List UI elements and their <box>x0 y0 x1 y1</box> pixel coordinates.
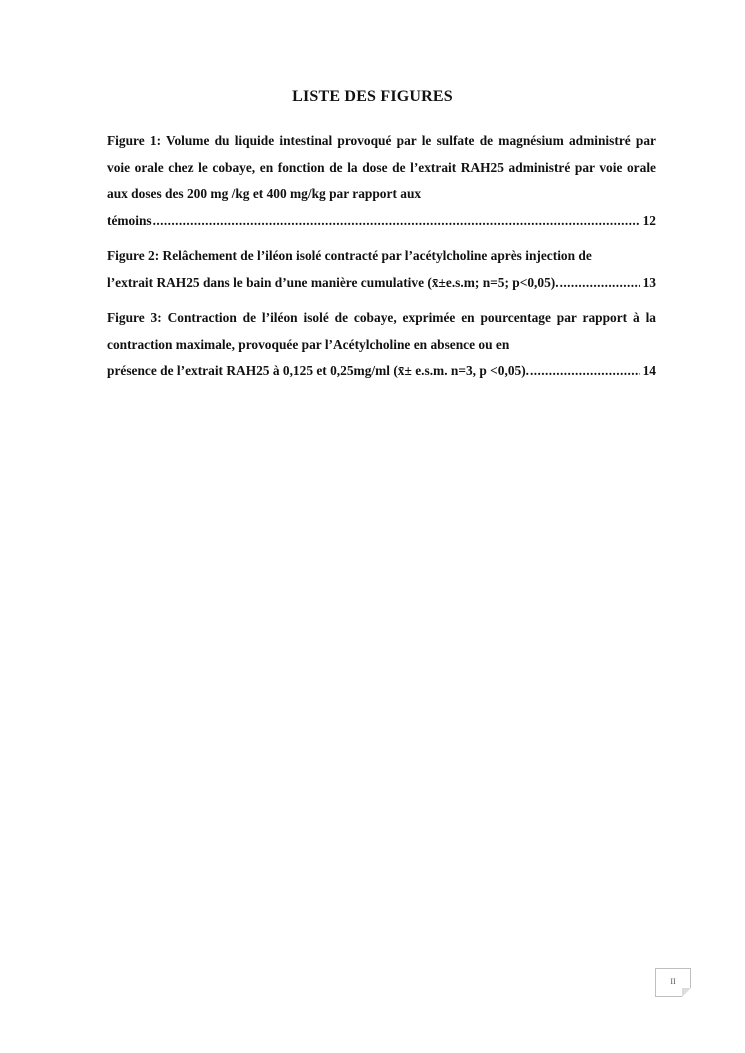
page-ref: 12 <box>642 212 656 228</box>
figure-entry-1[interactable] <box>107 128 656 234</box>
entry-text-end: l’extrait RAH25 dans le bain d’une manière cumulative (x̄±e.s.m; n=5; p<0,05). <box>107 274 559 290</box>
entry-last-line <box>107 270 656 297</box>
page-number: II <box>670 977 676 986</box>
entry-text: Figure 3: Contraction de l’iléon isolé de cobaye, exprimée en pourcentage par rapport à la contraction maximale, provoquée par l’Acétylcholine en absence ou en <box>107 310 656 352</box>
page-number-box <box>655 968 691 997</box>
dot-leader <box>153 208 640 235</box>
dot-leader <box>530 358 640 385</box>
entry-last-line <box>107 208 656 235</box>
entry-text-end: présence de l’extrait RAH25 à 0,125 et 0,25mg/ml (x̄± e.s.m. n=3, p <0,05). <box>107 363 530 378</box>
entry-last-line <box>107 358 656 385</box>
figure-entry-2[interactable] <box>107 243 656 296</box>
entry-text: Figure 1: Volume du liquide intestinal provoqué par le sulfate de magnésium administré par voie orale chez le cobaye, en fonction de la dose de l’extrait RAH25 administré par voie orale aux doses des 200 mg /kg et 400 mg/kg par rapport aux <box>107 133 656 201</box>
entry-text-end: témoins <box>107 212 152 228</box>
page-title: LISTE DES FIGURES <box>292 88 453 105</box>
page-ref: 14 <box>642 363 656 378</box>
page-ref: 13 <box>642 274 656 290</box>
page-curl-icon <box>682 988 691 997</box>
entry-text: Figure 2: Relâchement de l’iléon isolé contracté par l’acétylcholine après injection de <box>107 248 592 263</box>
figure-entry-3[interactable] <box>107 305 656 385</box>
figure-list <box>107 128 656 394</box>
dot-leader <box>560 270 640 297</box>
